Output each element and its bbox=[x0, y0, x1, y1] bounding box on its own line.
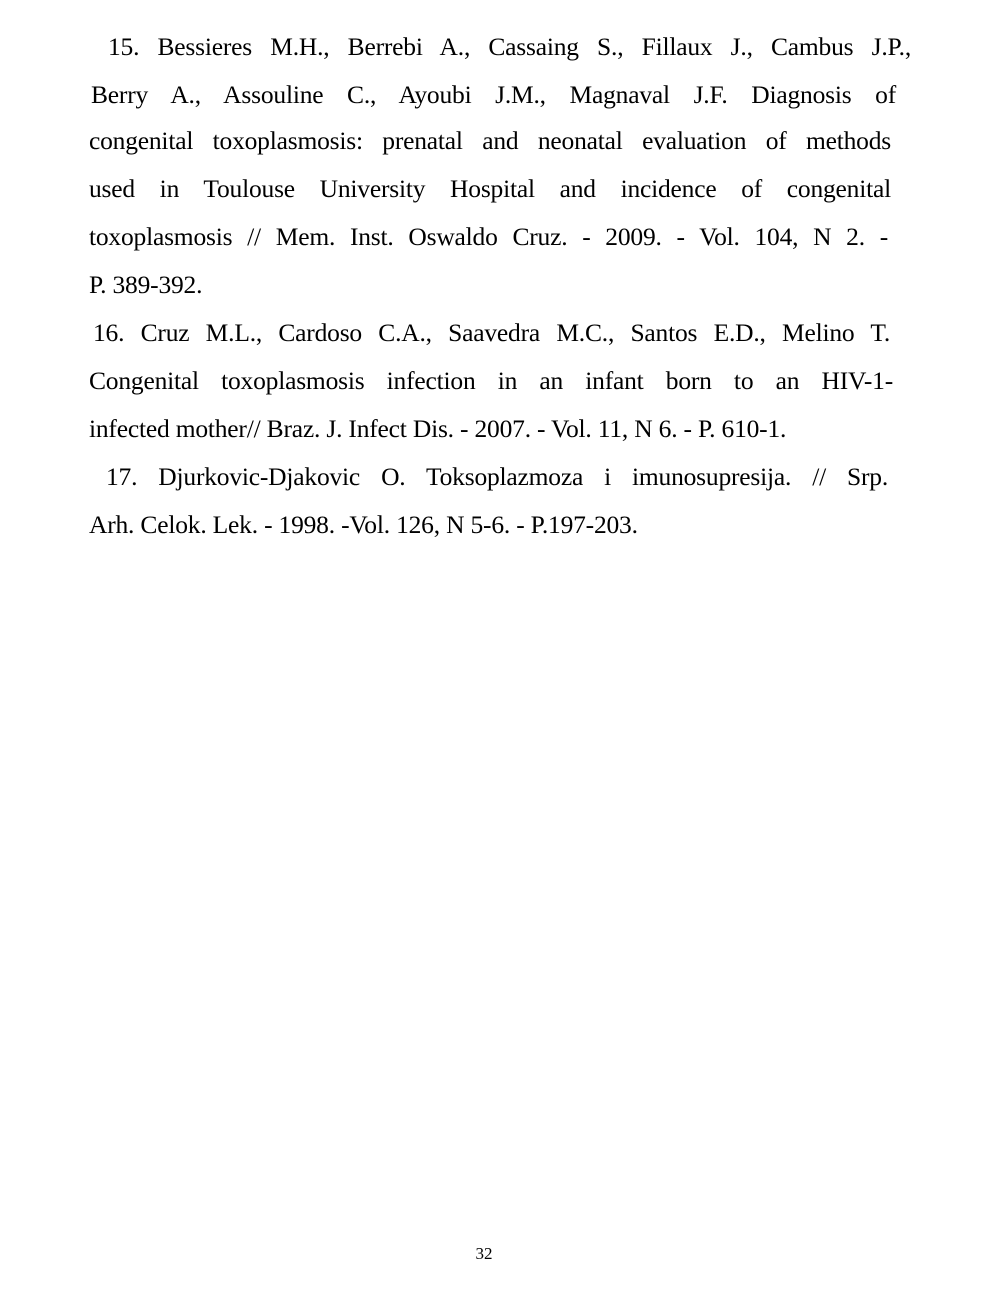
reference-15-line-6: P. 389-392. bbox=[89, 270, 203, 299]
page-number: 32 bbox=[475, 1244, 493, 1263]
reference-15-line-4: used in Toulouse University Hospital and incidence of congenital bbox=[89, 174, 891, 203]
reference-16-line-2: Congenital toxoplasmosis infection in an infant born to an HIV-1- bbox=[89, 366, 893, 395]
reference-15-line-2: Berry A., Assouline C., Ayoubi J.M., Magnaval J.F. Diagnosis of bbox=[91, 80, 896, 109]
reference-17-line-1: 17. Djurkovic-Djakovic O. Toksoplazmoza i imunosupresija. // Srp. bbox=[106, 462, 888, 491]
reference-15-line-1: 15. Bessieres M.H., Berrebi A., Cassaing S., Fillaux J., Cambus J.P., bbox=[108, 32, 911, 61]
reference-16-line-1: 16. Cruz M.L., Cardoso C.A., Saavedra M.C., Santos E.D., Melino T. bbox=[93, 318, 890, 347]
reference-16-line-3: infected mother// Braz. J. Infect Dis. - 2007. - Vol. 11, N 6. - P. 610-1. bbox=[89, 414, 787, 443]
reference-17-line-2: Arh. Celok. Lek. - 1998. -Vol. 126, N 5-6. - P.197-203. bbox=[89, 510, 638, 539]
reference-15-line-3: congenital toxoplasmosis: prenatal and neonatal evaluation of methods bbox=[89, 126, 891, 155]
reference-15-line-5: toxoplasmosis // Mem. Inst. Oswaldo Cruz. - 2009. - Vol. 104, N 2. - bbox=[89, 222, 888, 251]
